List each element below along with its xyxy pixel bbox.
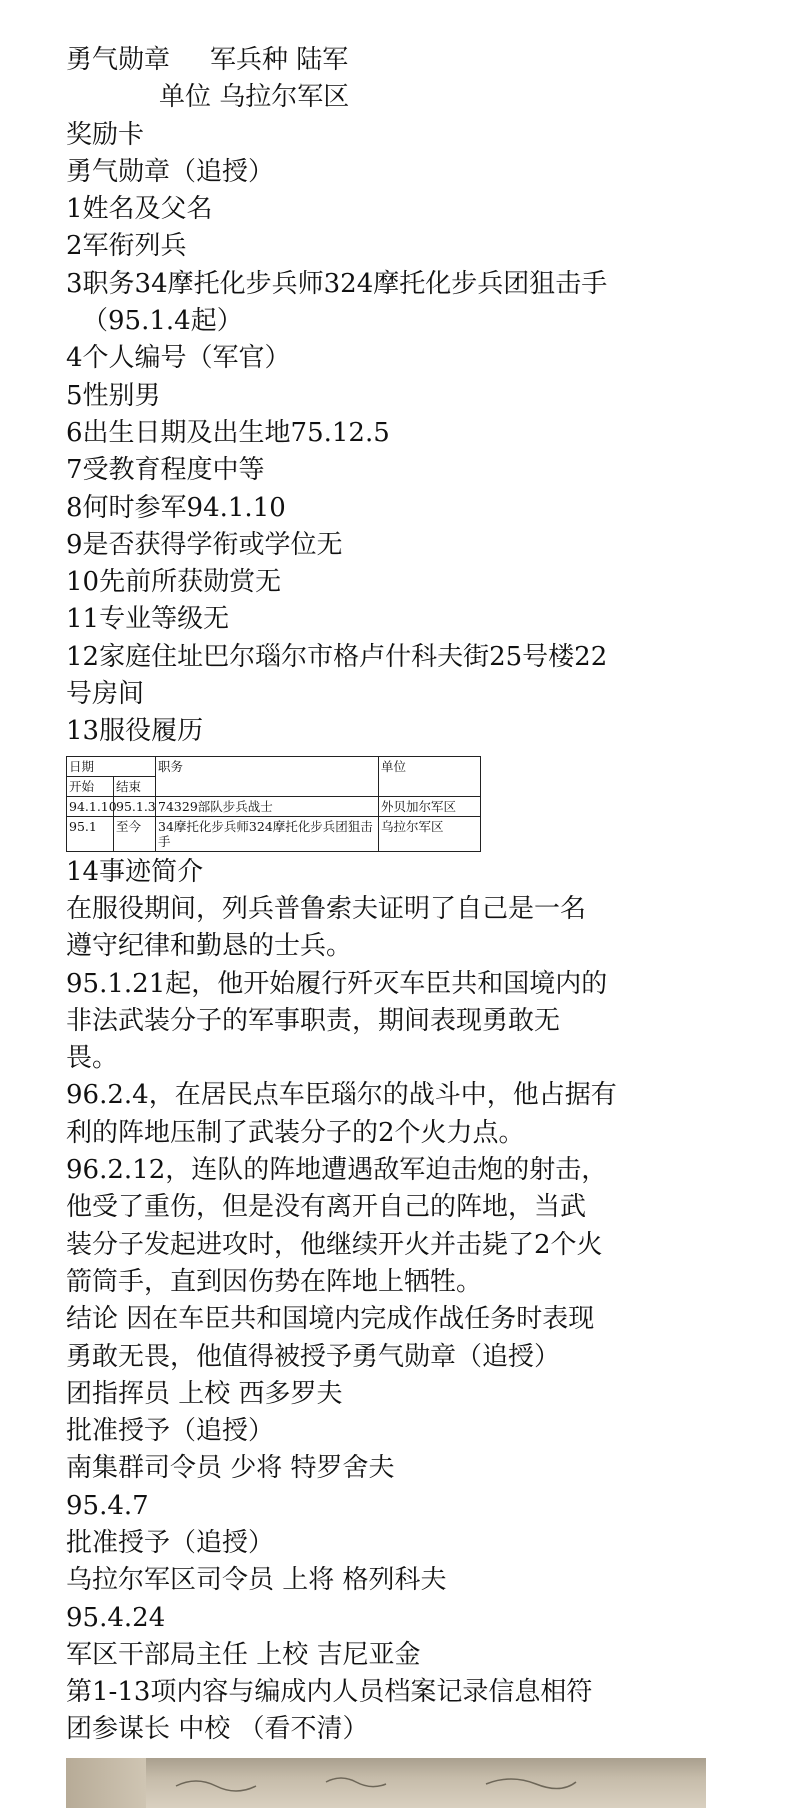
signatory-line: 团指挥员 上校 西多罗夫 xyxy=(66,1378,343,1409)
summary-line: 装分子发起进攻时，他继续开火并击毙了2个火 xyxy=(66,1229,603,1260)
field-13: 13服役履历 xyxy=(66,716,204,747)
summary-body xyxy=(66,891,716,1749)
cell-position: 74329部队步兵战士 xyxy=(156,796,379,816)
field-7: 7受教育程度中等 xyxy=(66,455,265,486)
summary-line: 箭筒手，直到因伤势在阵地上牺牲。 xyxy=(66,1266,483,1297)
field-3-continued: （95.1.4起） xyxy=(82,306,243,337)
signatory-line: 乌拉尔军区司令员 上将 格列科夫 xyxy=(66,1565,447,1596)
cell-end: 至今 xyxy=(114,816,156,851)
field-9: 9是否获得学衔或学位无 xyxy=(66,529,343,560)
summary-line: 畏。 xyxy=(66,1043,119,1074)
photo-edge xyxy=(66,1758,146,1808)
field-11: 11专业等级无 xyxy=(66,604,230,635)
field-12-continued: 号房间 xyxy=(66,679,145,710)
field-8: 8何时参军94.1.10 xyxy=(66,492,286,523)
signatory-line: 团参谋长 中校 （看不清） xyxy=(66,1714,369,1745)
field-1: 1姓名及父名 xyxy=(66,194,213,225)
signatory-line: 南集群司令员 少将 特罗舍夫 xyxy=(66,1453,395,1484)
field-6: 6出生日期及出生地75.12.5 xyxy=(66,417,390,448)
header-unit: 单位 xyxy=(379,756,481,796)
cell-position: 34摩托化步兵师324摩托化步兵团狙击手 xyxy=(156,816,379,851)
conclusion-line: 结论 因在车臣共和国境内完成作战任务时表现 xyxy=(66,1304,595,1335)
subheader-start: 开始 xyxy=(67,776,114,796)
subheader-end: 结束 xyxy=(114,776,156,796)
field-10: 10先前所获勋赏无 xyxy=(66,567,282,598)
summary-line: 遵守纪律和勤恳的士兵。 xyxy=(66,931,353,962)
summary-line: 他受了重伤，但是没有离开自己的阵地，当武 xyxy=(66,1192,587,1223)
header-date: 日期 xyxy=(67,756,156,776)
handwriting-image xyxy=(166,1768,646,1798)
field-2: 2军衔列兵 xyxy=(66,231,187,262)
field-5: 5性别男 xyxy=(66,380,161,411)
award-title: 勇气勋章（追授） xyxy=(66,156,275,187)
table-row xyxy=(67,816,481,851)
field-3: 3职务34摩托化步兵师324摩托化步兵团狙击手 xyxy=(66,268,608,299)
signatory-line: 军区干部局主任 上校 吉尼亚金 xyxy=(66,1639,421,1670)
card-title: 奖励卡 xyxy=(66,119,145,150)
cell-start: 95.1 xyxy=(67,816,114,851)
cell-end: 95.1.3 xyxy=(114,796,156,816)
unit-line: 单位 乌拉尔军区 xyxy=(159,82,350,113)
document-photo-strip xyxy=(66,1758,706,1808)
summary-line: 95.1.21起，他开始履行歼灭车臣共和国境内的 xyxy=(66,968,608,999)
summary-line: 96.2.12，连队的阵地遭遇敌军迫击炮的射击， xyxy=(66,1155,608,1186)
summary-line: 非法武装分子的军事职责，期间表现勇敢无 xyxy=(66,1005,561,1036)
date-line: 95.4.7 xyxy=(66,1490,149,1521)
service-history-table xyxy=(66,756,481,852)
summary-line: 96.2.4，在居民点车臣瑙尔的战斗中，他占据有 xyxy=(66,1080,617,1111)
date-line: 95.4.24 xyxy=(66,1602,166,1633)
verification-line: 第1-13项内容与编成内人员档案记录信息相符 xyxy=(66,1677,593,1708)
table-row xyxy=(67,796,481,816)
medal-name: 勇气勋章 xyxy=(66,45,171,75)
summary-title: 14事迹简介 xyxy=(66,856,204,887)
approval-line: 批准授予（追授） xyxy=(66,1416,275,1447)
table-header-row xyxy=(67,756,481,776)
header-line xyxy=(66,42,716,79)
cell-unit: 乌拉尔军区 xyxy=(379,816,481,851)
award-card-transcription xyxy=(66,42,716,1749)
field-12: 12家庭住址巴尔瑙尔市格卢什科夫街25号楼22 xyxy=(66,641,608,672)
branch: 军兵种 陆军 xyxy=(210,45,349,75)
cell-unit: 外贝加尔军区 xyxy=(379,796,481,816)
header-position: 职务 xyxy=(156,756,379,796)
approval-line: 批准授予（追授） xyxy=(66,1527,275,1558)
conclusion-line: 勇敢无畏，他值得被授予勇气勋章（追授） xyxy=(66,1341,561,1372)
summary-line: 在服役期间，列兵普鲁索夫证明了自己是一名 xyxy=(66,893,587,924)
cell-start: 94.1.10 xyxy=(67,796,114,816)
field-4: 4个人编号（军官） xyxy=(66,343,291,374)
summary-line: 利的阵地压制了武装分子的2个火力点。 xyxy=(66,1117,525,1148)
